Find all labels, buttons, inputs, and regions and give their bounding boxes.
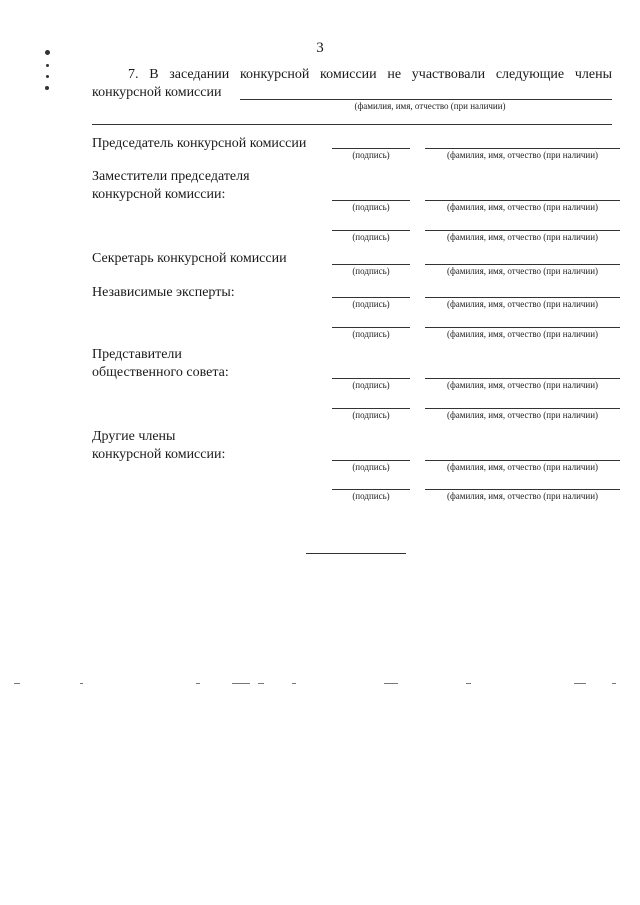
public-council-label-line-1: Представители xyxy=(92,347,182,362)
other-member-2-name-field[interactable] xyxy=(425,489,620,490)
expert-1-name-field[interactable] xyxy=(425,297,620,298)
scan-artifact xyxy=(466,683,471,684)
scan-artifact xyxy=(196,683,200,684)
end-of-document-rule xyxy=(306,553,406,554)
secretary-name-field[interactable] xyxy=(425,264,620,265)
deputy-2-signature-field[interactable] xyxy=(332,230,410,231)
deputy-2-name-field[interactable] xyxy=(425,230,620,231)
expert-1-name-caption: (фамилия, имя, отчество (при наличии) xyxy=(446,299,599,309)
public-council-label-line-2: общественного совета: xyxy=(92,365,229,380)
scan-artifact xyxy=(292,683,296,684)
scan-artifact xyxy=(258,683,264,684)
binding-hole-mark xyxy=(45,50,50,55)
secretary-signature-caption: (подпись) xyxy=(352,266,390,276)
experts-label: Независимые эксперты: xyxy=(92,285,235,300)
deputy-1-signature-field[interactable] xyxy=(332,200,410,201)
expert-2-name-caption: (фамилия, имя, отчество (при наличии) xyxy=(446,329,599,339)
scan-artifact xyxy=(232,683,250,684)
expert-2-name-field[interactable] xyxy=(425,327,620,328)
secretary-label: Секретарь конкурсной комиссии xyxy=(92,251,287,266)
scan-artifact xyxy=(574,683,586,684)
chairman-name-field[interactable] xyxy=(425,148,620,149)
secretary-name-caption: (фамилия, имя, отчество (при наличии) xyxy=(446,266,599,276)
deputy-1-name-field[interactable] xyxy=(425,200,620,201)
scan-artifact xyxy=(14,683,20,684)
other-members-label-line-1: Другие члены xyxy=(92,429,176,444)
scan-artifact xyxy=(384,683,398,684)
absent-members-field-continued[interactable] xyxy=(92,124,612,125)
deputy-1-name-caption: (фамилия, имя, отчество (при наличии) xyxy=(446,202,599,212)
other-member-1-signature-caption: (подпись) xyxy=(352,462,390,472)
other-member-2-signature-field[interactable] xyxy=(332,489,410,490)
chairman-label: Председатель конкурсной комиссии xyxy=(92,136,307,151)
expert-1-signature-caption: (подпись) xyxy=(352,299,390,309)
deputies-label-line-2: конкурсной комиссии: xyxy=(92,187,226,202)
secretary-signature-field[interactable] xyxy=(332,264,410,265)
public-council-2-name-field[interactable] xyxy=(425,408,620,409)
other-member-1-name-caption: (фамилия, имя, отчество (при наличии) xyxy=(446,462,599,472)
other-members-label-line-2: конкурсной комиссии: xyxy=(92,447,226,462)
public-council-2-signature-field[interactable] xyxy=(332,408,410,409)
deputy-2-signature-caption: (подпись) xyxy=(352,232,390,242)
scan-artifact xyxy=(612,683,616,684)
chairman-signature-caption: (подпись) xyxy=(352,150,390,160)
public-council-1-signature-field[interactable] xyxy=(332,378,410,379)
binding-hole-mark xyxy=(45,86,49,90)
public-council-1-name-caption: (фамилия, имя, отчество (при наличии) xyxy=(446,380,599,390)
expert-2-signature-caption: (подпись) xyxy=(352,329,390,339)
other-member-1-name-field[interactable] xyxy=(425,460,620,461)
chairman-name-caption: (фамилия, имя, отчество (при наличии) xyxy=(446,150,599,160)
deputy-2-name-caption: (фамилия, имя, отчество (при наличии) xyxy=(446,232,599,242)
public-council-1-signature-caption: (подпись) xyxy=(352,380,390,390)
absent-members-field[interactable] xyxy=(240,99,612,100)
deputy-1-signature-caption: (подпись) xyxy=(352,202,390,212)
chairman-signature-field[interactable] xyxy=(332,148,410,149)
scan-artifact xyxy=(80,683,83,684)
page-number: 3 xyxy=(316,40,324,56)
public-council-1-name-field[interactable] xyxy=(425,378,620,379)
public-council-2-signature-caption: (подпись) xyxy=(352,410,390,420)
clause-7-line-1: 7. В заседании конкурсной комиссии не участвовали следующие члены xyxy=(128,67,612,82)
absent-members-caption: (фамилия, имя, отчество (при наличии) xyxy=(354,101,506,111)
other-member-2-name-caption: (фамилия, имя, отчество (при наличии) xyxy=(446,491,599,501)
expert-2-signature-field[interactable] xyxy=(332,327,410,328)
binding-hole-mark xyxy=(46,75,49,78)
other-member-2-signature-caption: (подпись) xyxy=(352,491,390,501)
expert-1-signature-field[interactable] xyxy=(332,297,410,298)
binding-hole-mark xyxy=(46,64,49,67)
clause-7-line-2-text: конкурсной комиссии xyxy=(92,85,222,100)
public-council-2-name-caption: (фамилия, имя, отчество (при наличии) xyxy=(446,410,599,420)
deputies-label-line-1: Заместители председателя xyxy=(92,169,250,184)
other-member-1-signature-field[interactable] xyxy=(332,460,410,461)
